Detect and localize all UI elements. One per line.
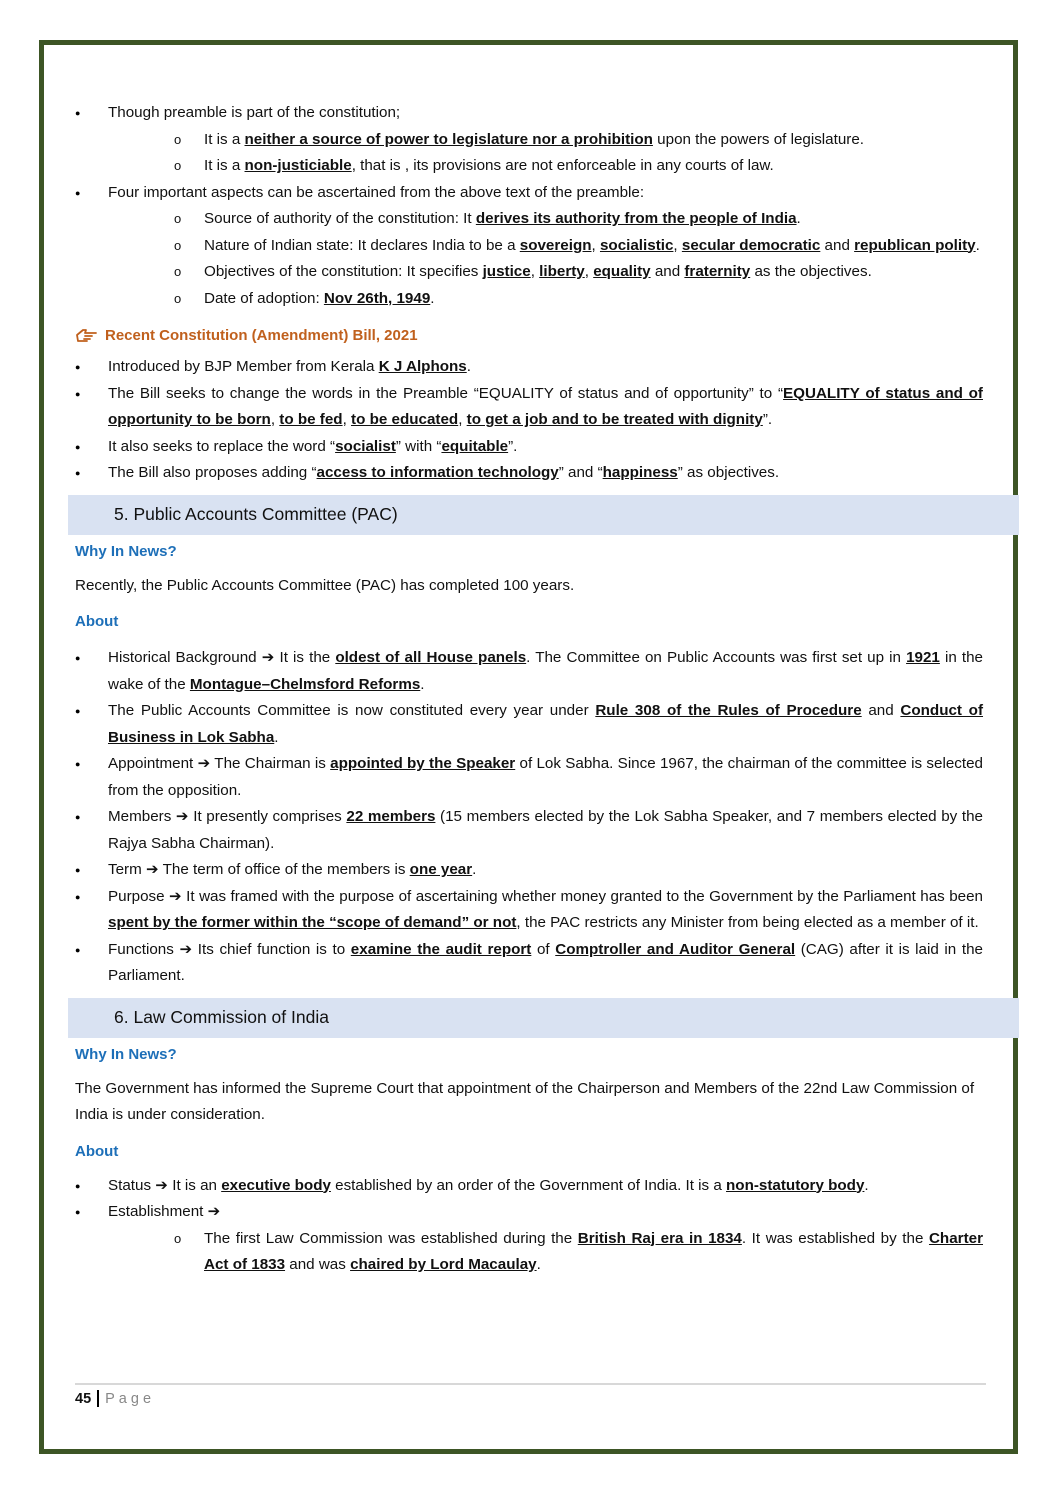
list-item: ● Though preamble is part of the constitution; o It is a neither a source of power to legislature nor a prohibition upon the powers of legislature. o It is a non-justiciable, that is , its provisions are not enforceable in any courts of law. bbox=[75, 100, 983, 180]
sub-list bbox=[108, 127, 983, 180]
sub-list bbox=[108, 1226, 983, 1279]
list-item: ● Four important aspects can be ascertained from the above text of the preamble: o Source of authority of the constitution: It derives its authority from the people of India. o Nature of Indian state: It declares India to be a sovereign, socialistic, secular democratic and republican polity. o Objectives of the constitution: It specifies justice, liberty, equality and fraternity as the objectives. o Date of adoption: Nov 26th, 1949. bbox=[75, 180, 983, 313]
sub-list-item: o It is a neither a source of power to legislature nor a prohibition upon the powers of legislature. bbox=[108, 127, 983, 154]
emphasis: derives its authority from the people of India bbox=[475, 210, 797, 227]
footer-separator bbox=[97, 1390, 99, 1407]
why-in-news-text: The Government has informed the Supreme Court that appointment of the Chairperson and Members of the 22nd Law Commission of India is under consideration. bbox=[75, 1079, 975, 1123]
section-heading-pac: 5. Public Accounts Committee (PAC) bbox=[68, 495, 1019, 535]
emphasis: neither a source of power to legislature nor a prohibition bbox=[244, 130, 653, 148]
sub-list-item: o The first Law Commission was established during the British Raj era in 1834. It was established by the Charter Act of 1833 and was chaired by Lord Macaulay. bbox=[108, 1226, 983, 1279]
law-list bbox=[75, 1173, 983, 1279]
page-number: 45 bbox=[75, 1390, 92, 1407]
amendment-list bbox=[75, 354, 983, 487]
list-item: ● The Public Accounts Committee is now constituted every year under Rule 308 of the Rules of Procedure and Conduct of Business in Lok Sabha. bbox=[75, 698, 983, 751]
list-item: ● Purpose ➔ It was framed with the purpose of ascertaining whether money granted to the Government by the Parliament has been spent by the former within the “scope of demand” or not, the PAC restricts any Minister from being elected as a member of it. bbox=[75, 884, 983, 937]
list-item: ● Introduced by BJP Member from Kerala K J Alphons. bbox=[75, 354, 983, 381]
sub-list-item: o Source of authority of the constitution: It derives its authority from the people of India. bbox=[108, 206, 983, 233]
pointing-hand-icon bbox=[75, 326, 99, 344]
list-item: ● It also seeks to replace the word “socialist” with “equitable”. bbox=[75, 434, 983, 461]
pac-list bbox=[75, 645, 983, 990]
page-footer bbox=[75, 1390, 155, 1407]
page-label: Page bbox=[105, 1390, 156, 1407]
why-in-news-heading: Why In News? bbox=[75, 542, 177, 560]
page-content bbox=[75, 100, 983, 1279]
section-heading-law-commission: 6. Law Commission of India bbox=[68, 998, 1019, 1038]
sub-list-item: o Date of adoption: Nov 26th, 1949. bbox=[108, 286, 983, 313]
preamble-list bbox=[75, 100, 983, 312]
list-item: ● Status ➔ It is an executive body established by an order of the Government of India. It is a non-statutory body. bbox=[75, 1173, 983, 1200]
amendment-heading: Recent Constitution (Amendment) Bill, 2021 bbox=[75, 326, 983, 344]
list-item: ● Appointment ➔ The Chairman is appointed by the Speaker of Lok Sabha. Since 1967, the chairman of the committee is selected from the opposition. bbox=[75, 751, 983, 804]
sub-list-item: o Objectives of the constitution: It specifies justice, liberty, equality and fraternity as the objectives. bbox=[108, 259, 983, 286]
list-item: ● Members ➔ It presently comprises 22 members (15 members elected by the Lok Sabha Speaker, and 7 members elected by the Rajya Sabha Chairman). bbox=[75, 804, 983, 857]
about-heading: About bbox=[75, 613, 119, 630]
list-item: ● Functions ➔ Its chief function is to examine the audit report of Comptroller and Auditor General (CAG) after it is laid in the Parliament. bbox=[75, 937, 983, 990]
list-item: ● Historical Background ➔ It is the oldest of all House panels. The Committee on Public Accounts was first set up in 1921 in the wake of the Montague–Chelmsford Reforms. bbox=[75, 645, 983, 698]
list-item: ● The Bill seeks to change the words in the Preamble “EQUALITY of status and of opportunity” to “EQUALITY of status and of opportunity to be born, to be fed, to be educated, to get a job and to be treated with dignity”. bbox=[75, 381, 983, 434]
sub-list-item: o Nature of Indian state: It declares India to be a sovereign, socialistic, secular democratic and republican polity. bbox=[108, 233, 983, 260]
footer-divider bbox=[75, 1383, 986, 1385]
list-item: ● Establishment ➔ o The first Law Commission was established during the British Raj era in 1834. It was established by the Charter Act of 1833 and was chaired by Lord Macaulay. bbox=[75, 1199, 983, 1279]
why-in-news-heading: Why In News? bbox=[75, 1045, 177, 1063]
list-item: ● Term ➔ The term of office of the members is one year. bbox=[75, 857, 983, 884]
sub-list-item: o It is a non-justiciable, that is , its provisions are not enforceable in any courts of law. bbox=[108, 153, 983, 180]
list-item: ● The Bill also proposes adding “access to information technology” and “happiness” as objectives. bbox=[75, 460, 983, 487]
sub-list bbox=[108, 206, 983, 312]
why-in-news-text: Recently, the Public Accounts Committee (PAC) has completed 100 years. bbox=[75, 576, 575, 594]
about-heading: About bbox=[75, 1142, 119, 1160]
emphasis: non-justiciable bbox=[244, 157, 352, 174]
